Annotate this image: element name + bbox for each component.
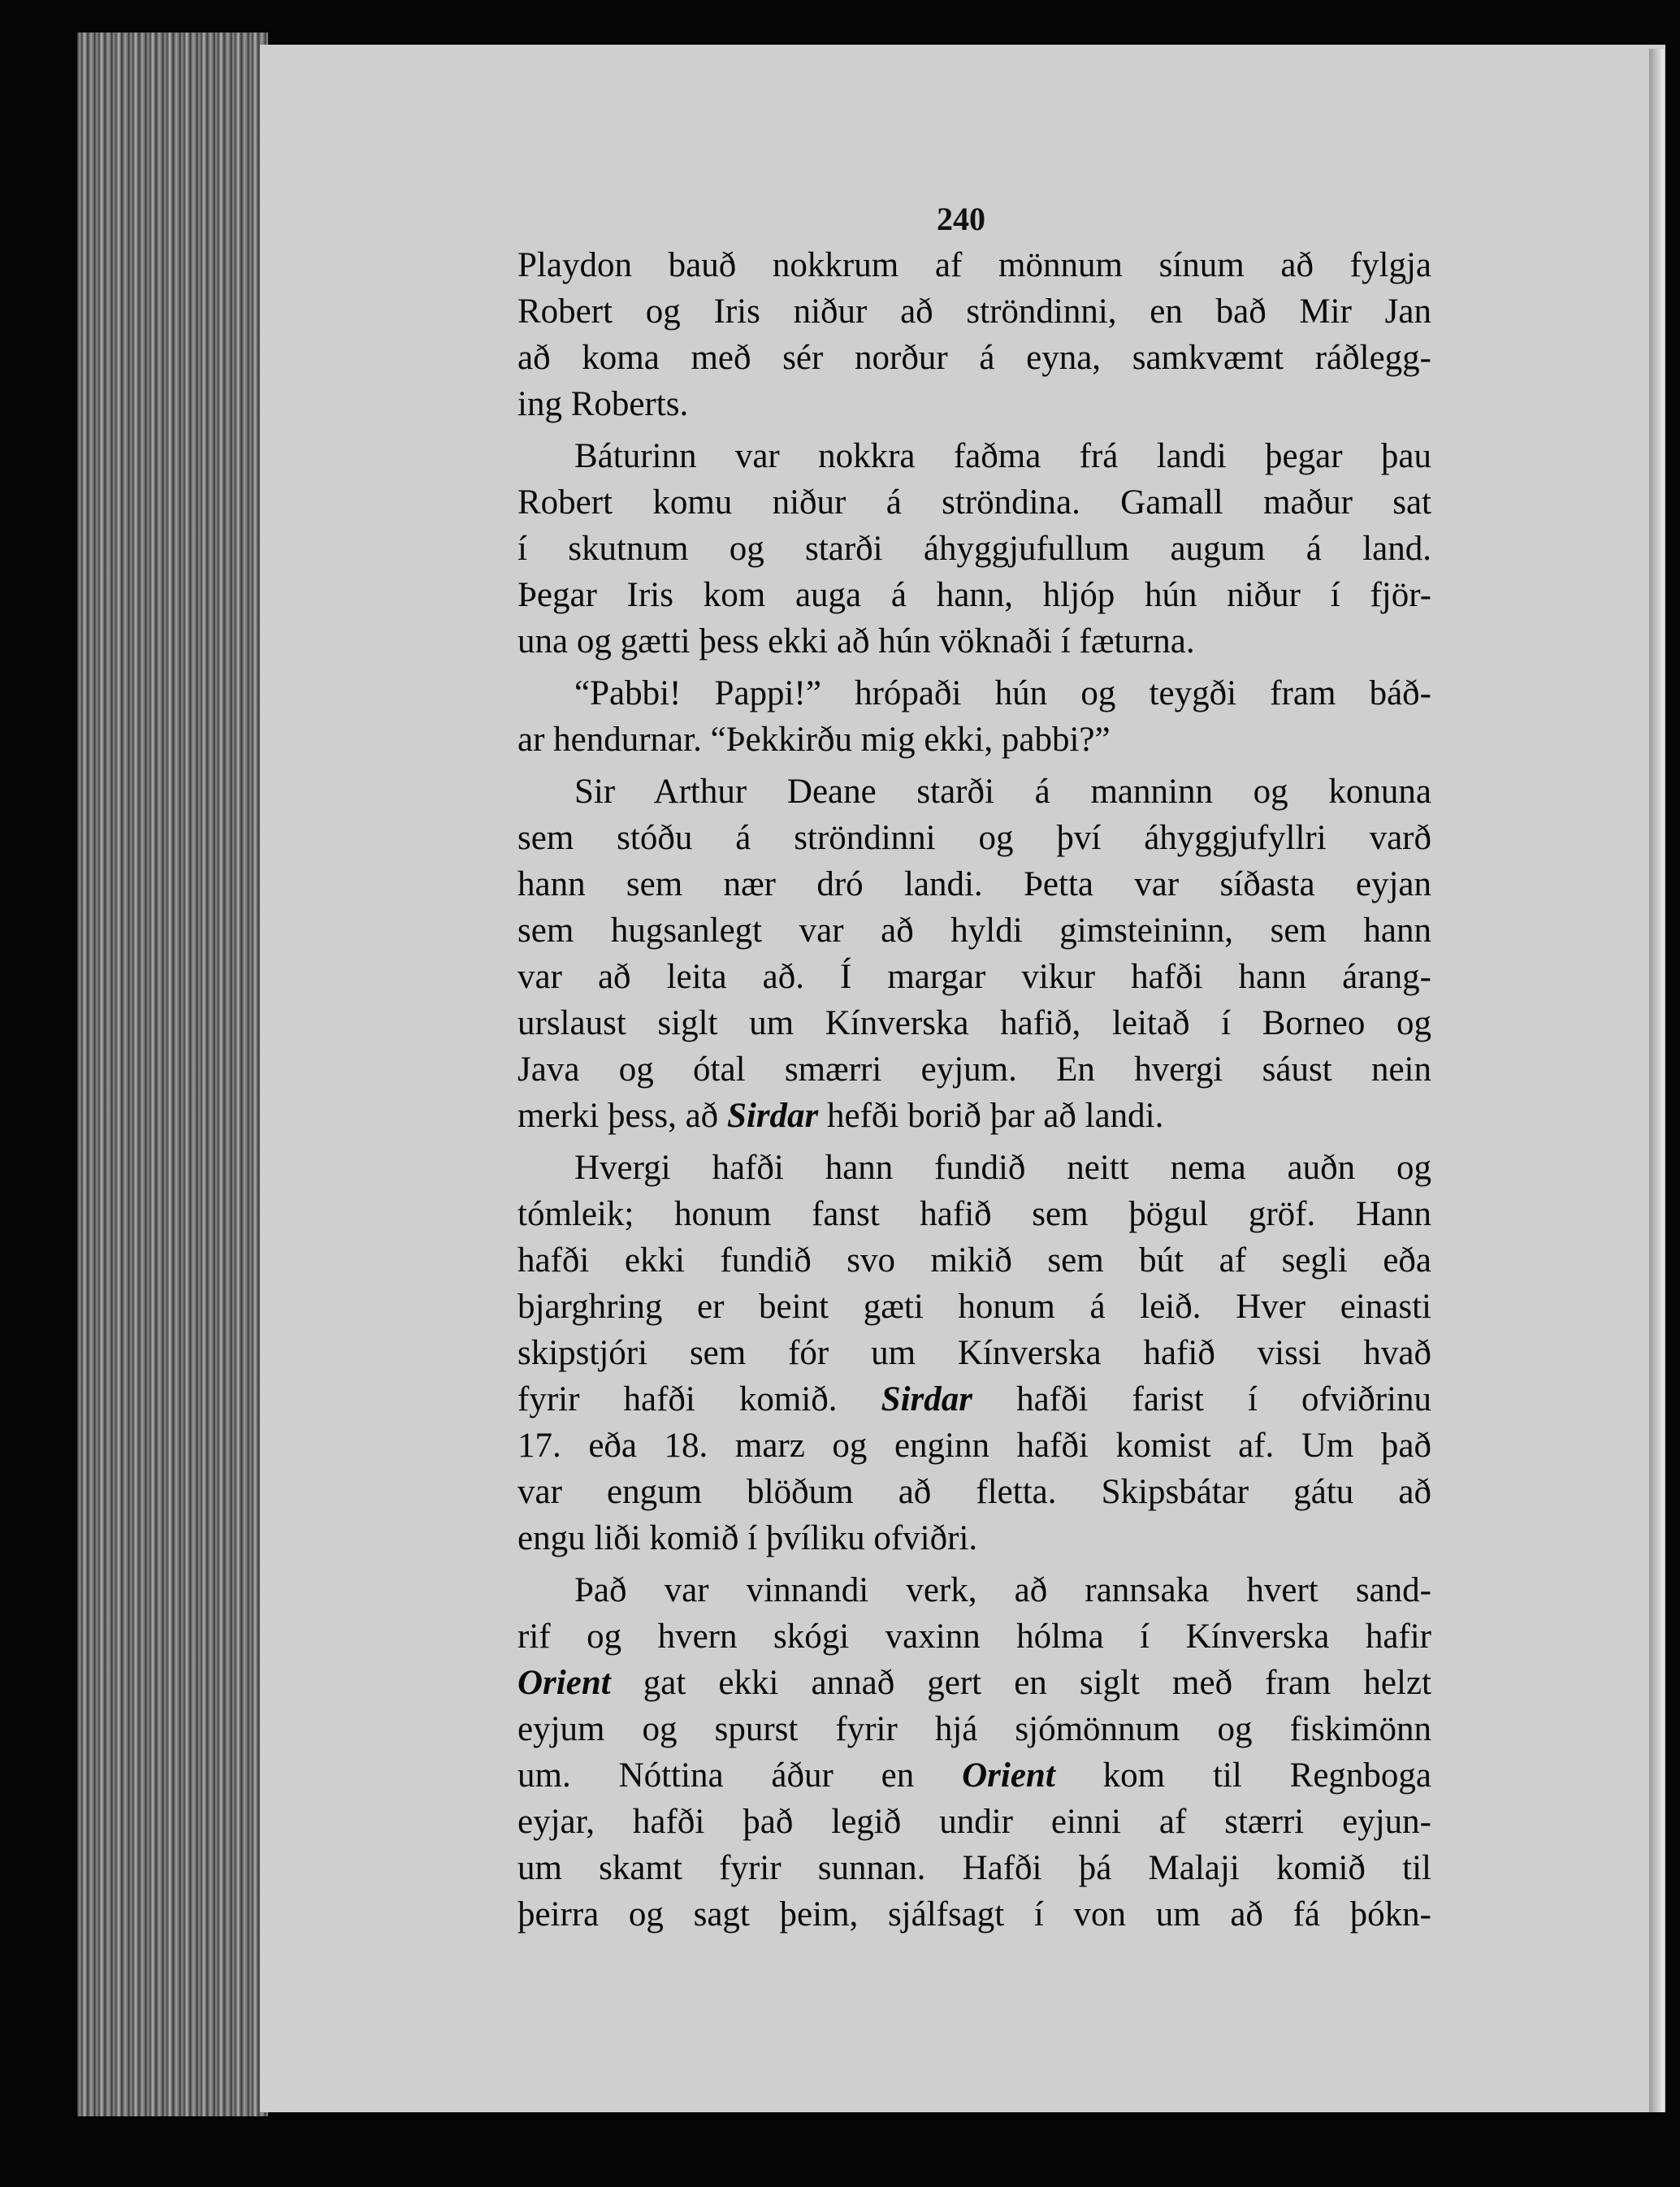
paragraph <box>517 1145 1431 1561</box>
book-page-edges <box>77 32 268 2116</box>
text-line: þeirra og sagt þeim, sjálfsagt í von um að fá þókn- <box>517 1895 1431 1934</box>
body-text <box>517 242 1431 1943</box>
text-line: Þegar Iris kom auga á hann, hljóp hún niður í fjör- <box>517 576 1431 614</box>
ship-name: Sirdar <box>881 1380 972 1418</box>
text-line: Java og ótal smærri eyjum. En hvergi sáust nein <box>517 1050 1431 1089</box>
text-line: sem stóðu á ströndinni og því áhyggjufyllri varð <box>517 819 1431 857</box>
paragraph <box>517 769 1431 1139</box>
text-line: ar hendurnar. “Þekkirðu mig ekki, pabbi?” <box>517 721 1111 759</box>
text-line: engu liði komið í þvíliku ofviðri. <box>517 1519 978 1557</box>
text-line: eyjum og spurst fyrir hjá sjómönnum og fiskimönn <box>517 1710 1431 1748</box>
page-number: 240 <box>937 201 985 237</box>
text-line: Robert komu niður á ströndina. Gamall maður sat <box>517 483 1431 522</box>
text-line: “Pabbi! Pappi!” hrópaði hún og teygði fram báð- <box>574 674 1431 712</box>
text-line: Orient gat ekki annað gert en siglt með fram helzt <box>517 1664 1431 1702</box>
text-line: um. Nóttina áður en Orient kom til Regnboga <box>517 1756 1431 1795</box>
text-line: í skutnum og starði áhyggjufullum augum á land. <box>517 530 1431 568</box>
text-line: rif og hvern skógi vaxinn hólma í Kínverska hafir <box>517 1618 1431 1656</box>
text-line: Sir Arthur Deane starði á manninn og konuna <box>574 773 1431 811</box>
text-line: fyrir hafði komið. Sirdar hafði farist í ofviðrinu <box>517 1380 1431 1418</box>
text-line: Robert og Iris niður að ströndinni, en bað Mir Jan <box>517 292 1431 331</box>
paragraph <box>517 242 1431 427</box>
text-line: hann sem nær dró landi. Þetta var síðasta eyjan <box>517 865 1431 903</box>
text-line: hafði ekki fundið svo mikið sem bút af segli eða <box>517 1241 1431 1280</box>
ship-name: Orient <box>517 1664 611 1702</box>
paragraph <box>517 1567 1431 1938</box>
text-line: Playdon bauð nokkrum af mönnum sínum að fylgja <box>517 246 1431 284</box>
text-line: Hvergi hafði hann fundið neitt nema auðn og <box>574 1149 1431 1187</box>
text-line: Það var vinnandi verk, að rannsaka hvert sand- <box>574 1571 1431 1609</box>
text-line: skipstjóri sem fór um Kínverska hafið vissi hvað <box>517 1334 1431 1372</box>
text-line: um skamt fyrir sunnan. Hafði þá Malaji komið til <box>517 1849 1431 1887</box>
text-line: að koma með sér norður á eyna, samkvæmt ráðlegg- <box>517 339 1431 377</box>
text-line: 17. eða 18. marz og enginn hafði komist af. Um það <box>517 1427 1431 1465</box>
ship-name: Orient <box>962 1756 1055 1795</box>
text-line: merki þess, að Sirdar hefði borið þar að landi. <box>517 1097 1164 1135</box>
text-line: sem hugsanlegt var að hyldi gimsteininn, sem hann <box>517 912 1431 950</box>
text-line: ing Roberts. <box>517 385 689 423</box>
paragraph <box>517 670 1431 763</box>
text-line: var engum blöðum að fletta. Skipsbátar gátu að <box>517 1473 1431 1511</box>
text-line: Báturinn var nokkra faðma frá landi þegar þau <box>574 437 1431 475</box>
paragraph <box>517 433 1431 665</box>
ship-name: Sirdar <box>726 1097 819 1135</box>
text-line: una og gætti þess ekki að hún vöknaði í fæturna. <box>517 622 1195 660</box>
text-line: urslaust siglt um Kínverska hafið, leitað í Borneo og <box>517 1004 1431 1042</box>
text-line: var að leita að. Í margar vikur hafði hann árang- <box>517 958 1431 996</box>
text-line: tómleik; honum fanst hafið sem þögul gröf. Hann <box>517 1195 1431 1233</box>
page-right-edge <box>1649 49 1664 2112</box>
text-line: bjarghring er beint gæti honum á leið. Hver einasti <box>517 1288 1431 1326</box>
text-line: eyjar, hafði það legið undir einni af stærri eyjun- <box>517 1803 1431 1841</box>
